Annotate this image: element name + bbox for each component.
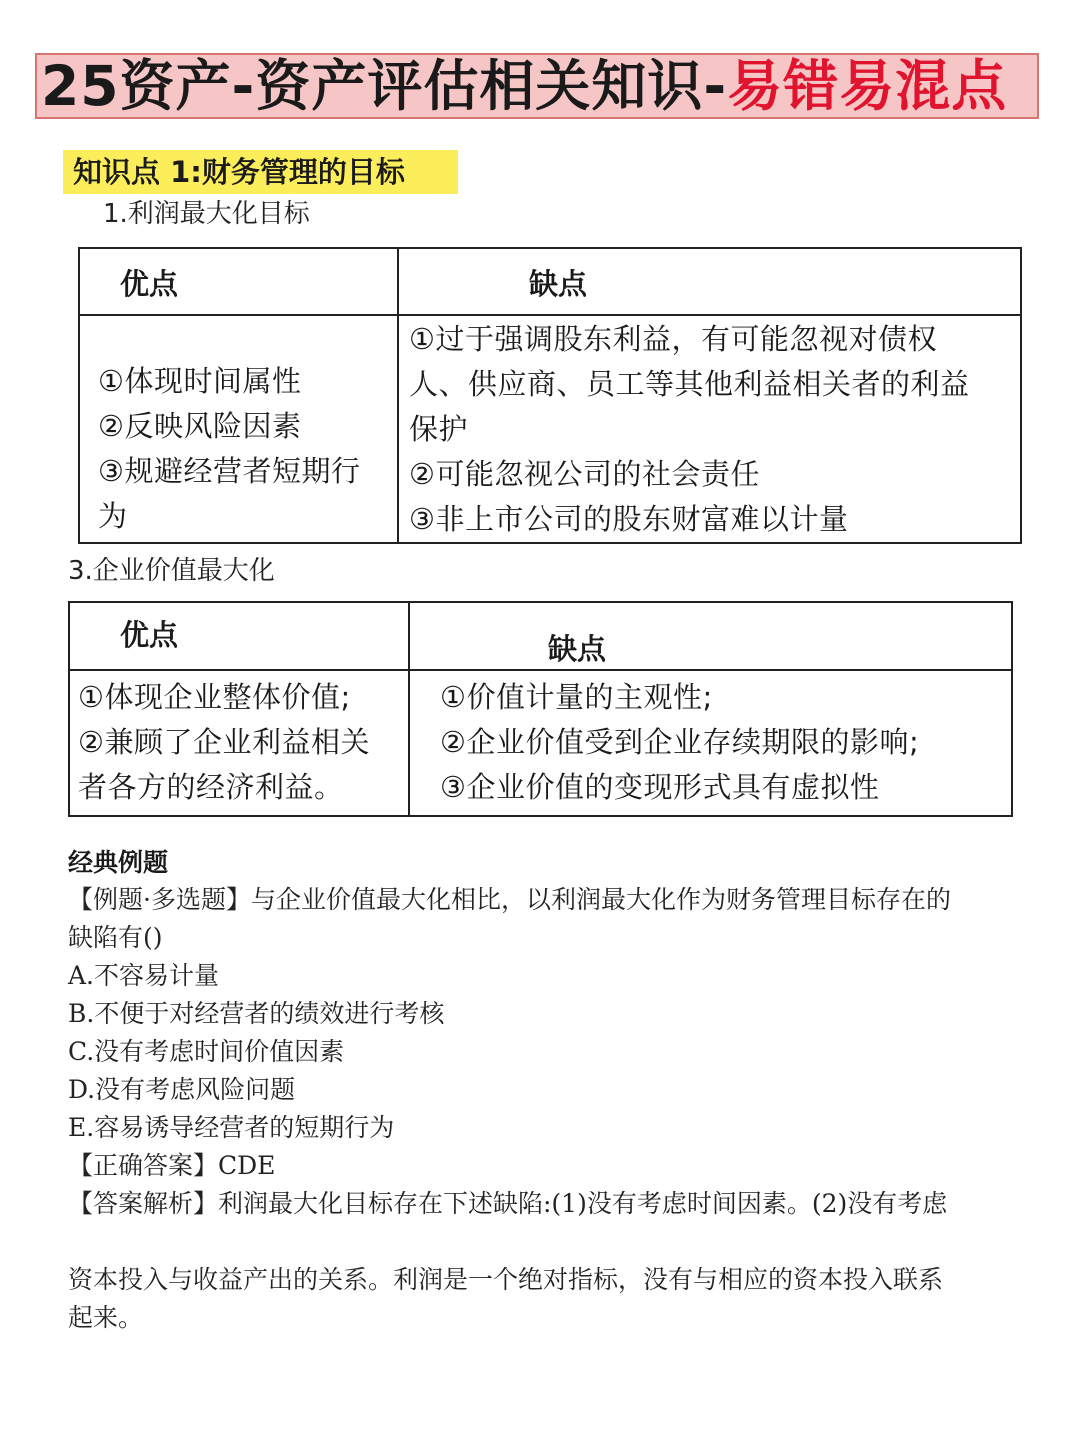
table1-cons-line: ②可能忽视公司的社会责任 [409,457,760,491]
correct-answer: 【正确答案】CDE [68,1151,276,1180]
table1-cons-line: ①过于强调股东利益，有可能忽视对债权 [409,322,937,356]
knowledge-point-label: 知识点 1:财务管理的目标 [73,155,405,189]
table1-cons-header: 缺点 [398,248,1021,315]
table2-cons-cell [409,670,1012,816]
table1-pros-line: ③规避经营者短期行 [98,454,361,488]
table1-pros-cell [79,315,398,543]
answer-analysis-cont: 资本投入与收益产出的关系。利润是一个绝对指标，没有与相应的资本投入联系 [68,1265,944,1294]
option-c: C.没有考虑时间价值因素 [68,1037,345,1066]
profit-max-table [78,247,1022,544]
page-title [37,55,1007,117]
table1-pros-line: ①体现时间属性 [98,364,302,398]
table2-cons-line: ②企业价值受到企业存续期限的影响; [440,725,920,759]
example-heading: 经典例题 [68,848,169,877]
table2-cons-header: 缺点 [409,602,1012,670]
table1-pros-header: 优点 [79,248,398,315]
option-d: D.没有考虑风险问题 [68,1075,296,1104]
table2-pros-line: ②兼顾了企业利益相关 [78,725,370,759]
value-max-table [68,601,1013,817]
table1-pros-line: ②反映风险因素 [98,409,302,443]
table2-pros-cell [69,670,409,816]
option-a: A.不容易计量 [68,961,220,990]
table1-cons-line: 保护 [409,412,469,446]
section-3-title: 3.企业价值最大化 [68,556,275,586]
title-main: 25资产-资产评估相关知识- [41,54,728,118]
table2-pros-header: 优点 [69,602,409,670]
table2-cons-line: ①价值计量的主观性; [440,680,713,714]
table2-pros-line: ①体现企业整体价值; [78,680,351,714]
option-b: B.不便于对经营者的绩效进行考核 [68,999,445,1028]
example-question-cont: 缺陷有() [68,923,163,952]
title-banner [35,53,1039,119]
answer-analysis-end: 起来。 [68,1303,144,1332]
table1-cons-line: ③非上市公司的股东财富难以计量 [409,502,849,536]
answer-analysis: 【答案解析】利润最大化目标存在下述缺陷:(1)没有考虑时间因素。(2)没有考虑 [68,1189,948,1218]
table1-cons-line: 人、供应商、员工等其他利益相关者的利益 [409,367,970,401]
table2-pros-line: 者各方的经济利益。 [78,770,344,804]
section-1-title: 1.利润最大化目标 [103,199,310,229]
table2-cons-line: ③企业价值的变现形式具有虚拟性 [440,770,880,804]
example-question: 【例题·多选题】与企业价值最大化相比，以利润最大化作为财务管理目标存在的 [68,885,951,914]
table1-pros-line: 为 [98,499,128,533]
title-highlight: 易错易混点 [727,54,1008,118]
option-e: E.容易诱导经营者的短期行为 [68,1113,395,1142]
table1-cons-cell [398,315,1021,543]
